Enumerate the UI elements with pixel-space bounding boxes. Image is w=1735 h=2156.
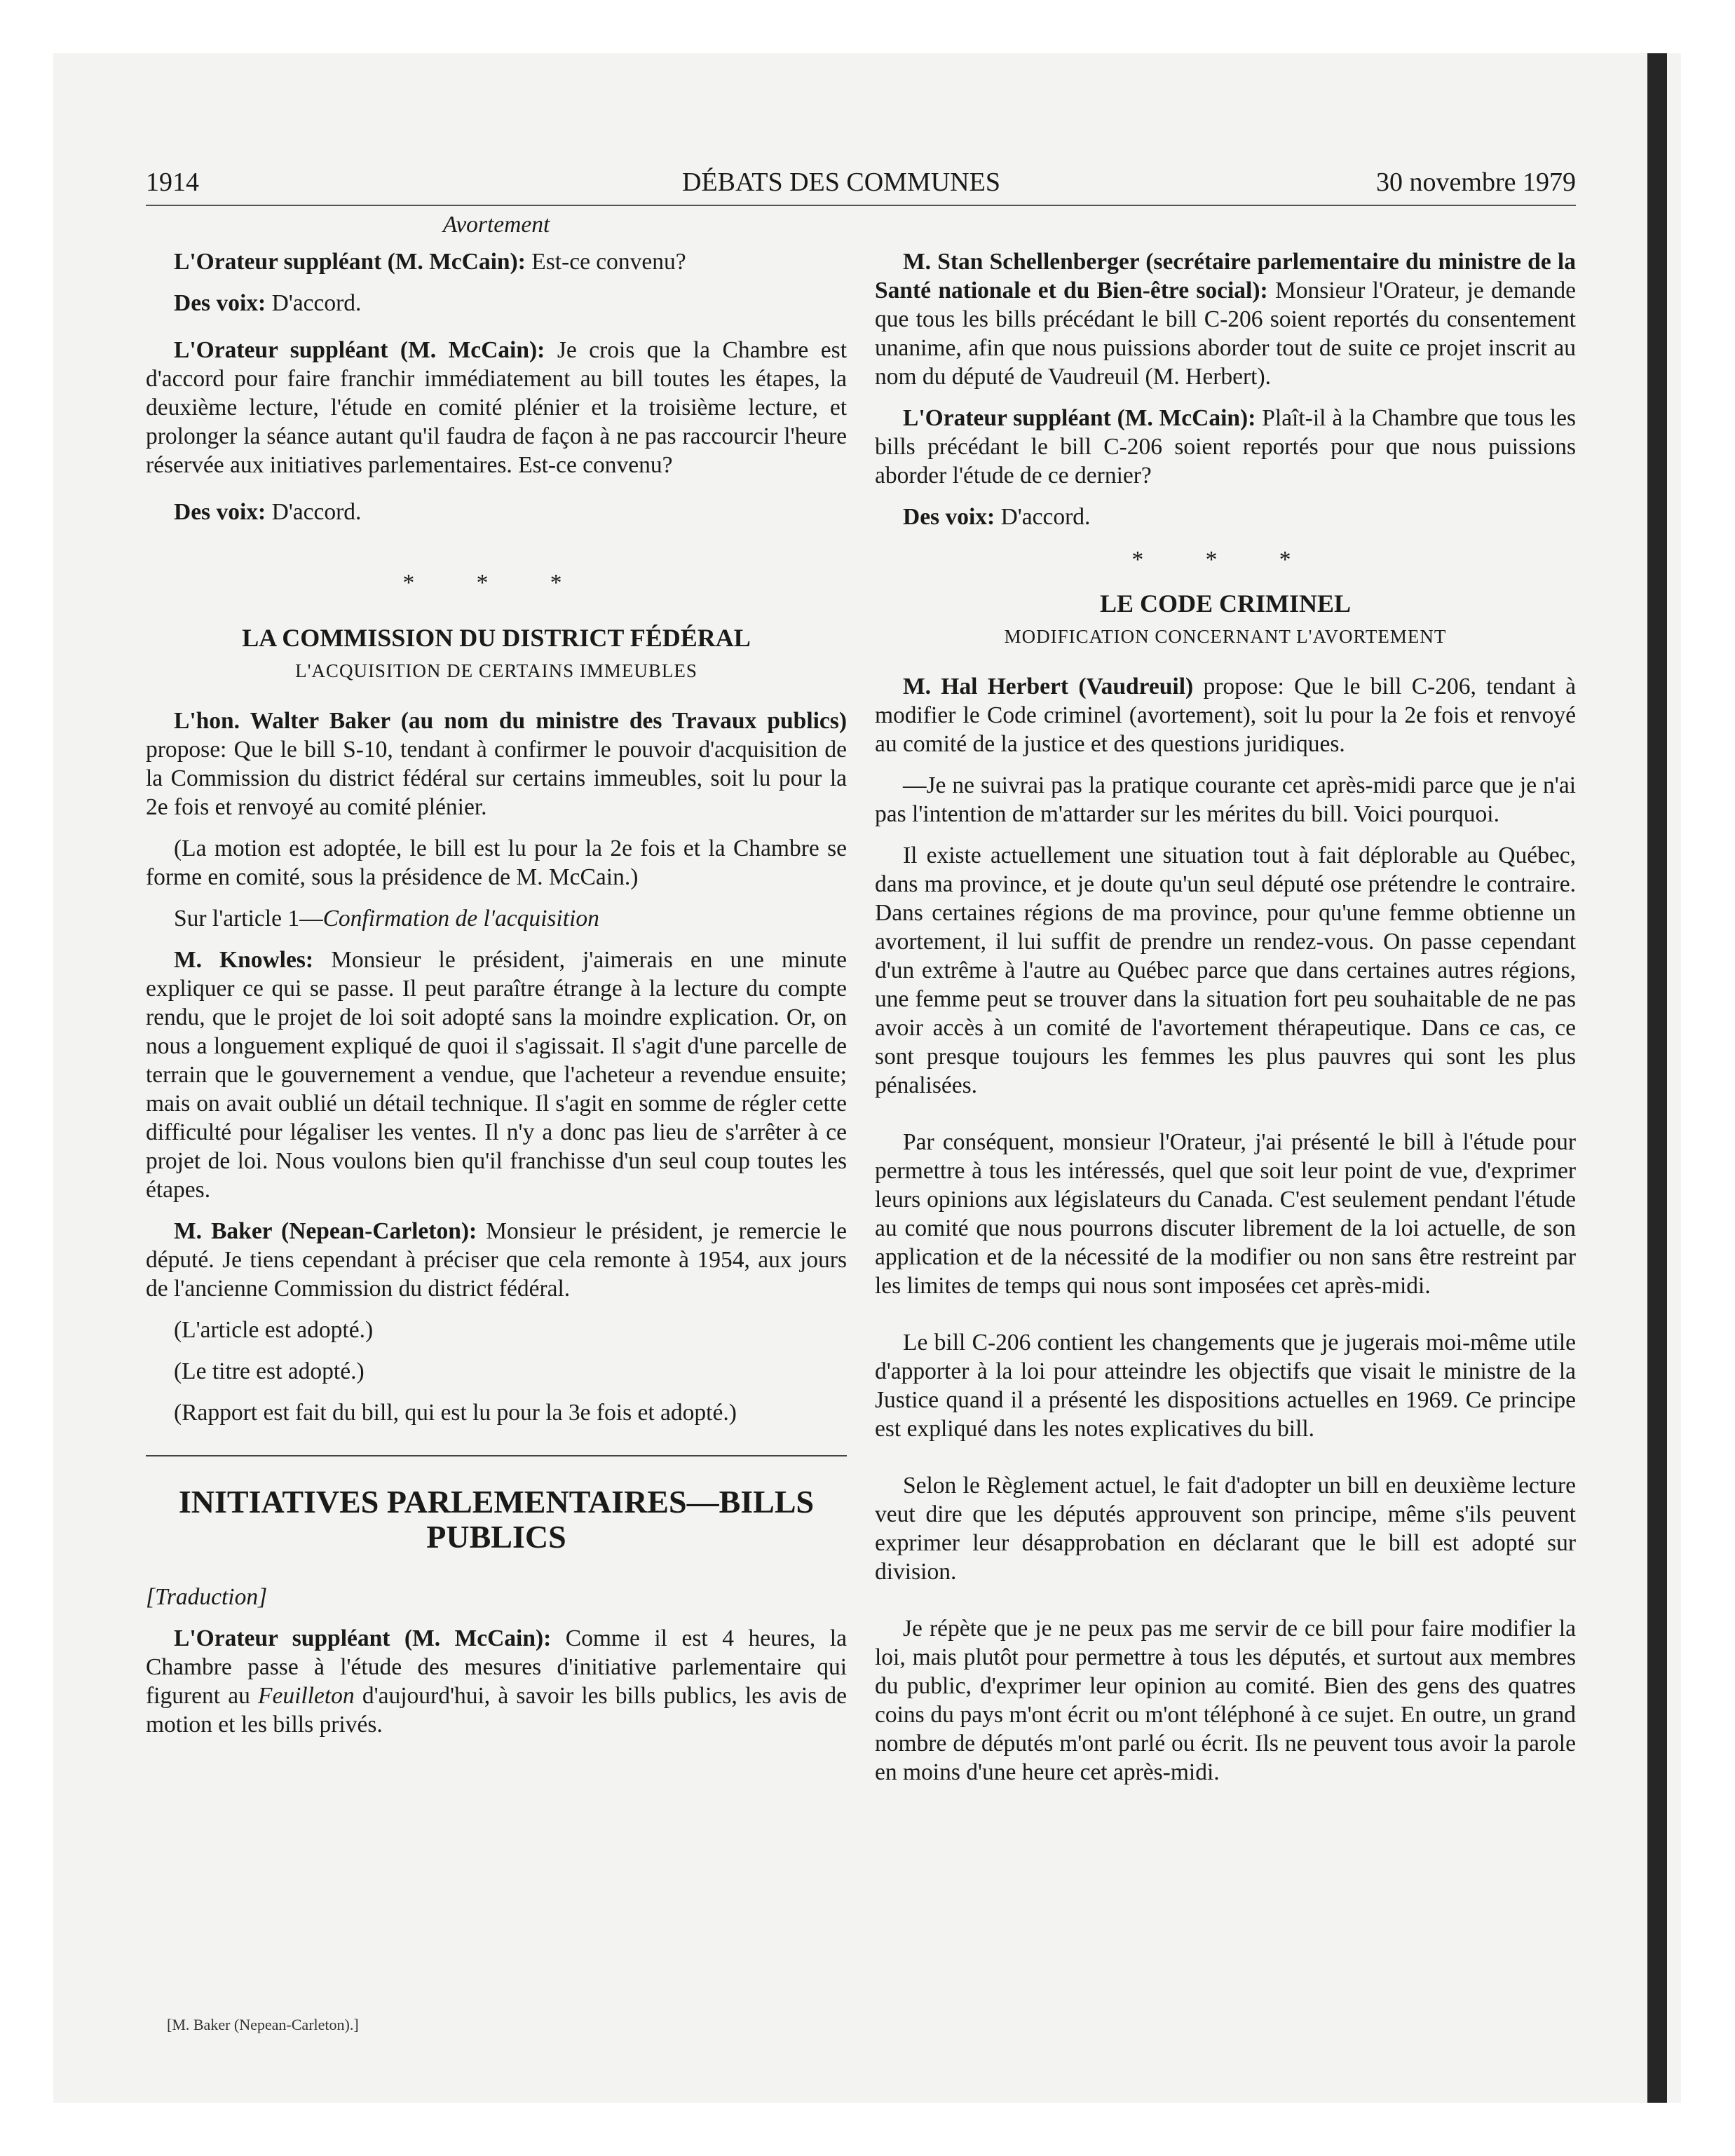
paragraph: (La motion est adoptée, le bill est lu pour la 2e fois et la Chambre se forme en comité, sous la présidence de M. McCain.) (146, 835, 847, 890)
header-date: 30 novembre 1979 (1376, 168, 1576, 197)
paragraph: M. Hal Herbert (Vaudreuil) propose: Que le bill C-206, tendant à modifier le Code criminel (avortement), soit lu pour la 2e fois et renvoyé au comité de la justice et des questions juridiques. (875, 674, 1576, 757)
paragraph: Des voix: D'accord. (174, 499, 362, 525)
paragraph: Le bill C-206 contient les changements que je jugerais moi-même utile d'apporter à la loi pour atteindre les objectifs que visait le ministre de la Justice quand il a présenté les dispositions actuelles en 1969. Ce principe est expliqué dans les notes explicatives du bill. (875, 1330, 1576, 1442)
right-column (875, 210, 1576, 1799)
paragraph: L'Orateur suppléant (M. McCain): Je crois que la Chambre est d'accord pour faire franchir immédiatement au bill toutes les étapes, la deuxième lecture, l'étude en comité plénier et la troisième lecture, et prolonger la séance autant qu'il faudra de façon à ne pas raccourcir l'heure réservée aux initiatives parlementaires. Est-ce convenu? (146, 337, 847, 478)
running-header (146, 165, 1576, 206)
section-subtitle: MODIFICATION CONCERNANT L'AVORTEMENT (1004, 626, 1447, 647)
paragraph: M. Knowles: Monsieur le président, j'aimerais en une minute expliquer ce qui se passe. Il peut paraître étrange à la lecture du compte rendu, que le projet de loi soit adopté sans la moindre explication. Or, on nous a longuement expliqué de quoi il s'agissait. Il s'agit d'une parcelle de terrain que le gouvernement a vendue, que l'acheteur a revendue ensuite; mais on avait oublié un détail technique. Il s'agit en somme de régler cette difficulté pour légaliser les ventes. Il n'y a donc pas lieu de s'arrêter à ce projet de loi. Nous voulons bien qu'il franchisse d'un seul coup toutes les étapes. (146, 947, 847, 1203)
paragraph: L'hon. Walter Baker (au nom du ministre des Travaux publics) propose: Que le bill S-10, tendant à confirmer le pouvoir d'acquisition de la Commission du district fédéral sur certains immeubles, soit lu pour la 2e fois et renvoyé au comité plénier. (146, 708, 847, 820)
section-title: LE CODE CRIMINEL (1099, 589, 1352, 618)
paragraph: Je répète que je ne peux pas me servir de ce bill pour faire modifier la loi, mais plutôt pour permettre à tous les députés, et surtout aux membres du public, d'exprimer leur opinion au comité. Bien des gens des quatres coins du pays m'ont écrit ou m'ont téléphoné à ce sujet. En outre, un grand nombre de députés m'ont parlé ou écrit. Ils ne peuvent tous avoir la parole en moins d'une heure cet après-midi. (875, 1616, 1576, 1785)
section-title: LA COMMISSION DU DISTRICT FÉDÉRAL (242, 624, 751, 652)
page-edge-shadow (1647, 53, 1667, 2103)
paragraph: Selon le Règlement actuel, le fait d'adopter un bill en deuxième lecture veut dire que les députés approuvent son principe, même s'ils peuvent exprimer leur désapprobation en déclarant que le bill est adopté sur division. (875, 1473, 1576, 1585)
paragraph: Il existe actuellement une situation tout à fait déplorable au Québec, dans ma province, et je doute qu'un seul député ose prétendre le contraire. Dans certaines régions de ma province, pour qu'une femme obtienne un avortement, il lui suffit de prendre un rendez-vous. On passe cependant d'un extrême à l'autre au Québec parce que dans certaines autres régions, une femme peut se trouver dans la situation fort peu souhaitable de ne pas avoir accès à un comité de l'avortement thérapeutique. Dans ce cas, ce sont presque toujours les femmes les plus pauvres qui sont les plus pénalisées. (875, 842, 1576, 1098)
paragraph: Par conséquent, monsieur l'Orateur, j'ai présenté le bill à l'étude pour permettre à tous les intéressés, quel que soit leur point de vue, d'exprimer leurs opinions aux législateurs du Canada. C'est seulement pendant l'étude au comité que nous pourrons discuter librement de la loi actuelle, de son application et de la nécessité de la modifier ou non sans être restreint par les limites de temps qui nous sont imposées cet après-midi. (875, 1129, 1576, 1299)
paragraph: —Je ne suivrai pas la pratique courante cet après-midi parce que je n'ai pas l'intention de m'attarder sur les mérites du bill. Voici pourquoi. (875, 772, 1576, 827)
paragraph: Des voix: D'accord. (903, 504, 1091, 530)
paragraph: L'Orateur suppléant (M. McCain): Est-ce convenu? (174, 249, 686, 275)
left-column (146, 210, 847, 1752)
paragraph: Des voix: D'accord. (174, 290, 362, 316)
page-number: 1914 (146, 168, 199, 197)
paragraph: (Le titre est adopté.) (174, 1358, 365, 1384)
paragraph: L'Orateur suppléant (M. McCain): Plaît-il à la Chambre que tous les bills précédant le bill C-206 soient reportés pour que nous puissions aborder l'étude de ce dernier? (875, 405, 1576, 489)
section-label: Avortement (442, 212, 550, 238)
speaker: L'Orateur suppléant (M. McCain): (174, 1625, 552, 1651)
paragraph: Sur l'article 1—Confirmation de l'acquisition (174, 906, 599, 932)
paragraph: (Rapport est fait du bill, qui est lu pour la 3e fois et adopté.) (174, 1400, 737, 1426)
speaker: L'Orateur suppléant (M. McCain): (174, 249, 526, 275)
paragraph: M. Baker (Nepean-Carleton): Monsieur le président, je remercie le député. Je tiens cependant à préciser que cela remonte à 1954, aux jours de l'ancienne Commission du district fédéral. (146, 1218, 847, 1302)
translation-note: [Traduction] (146, 1584, 268, 1610)
speaker: L'Orateur suppléant (M. McCain): (174, 337, 545, 363)
paragraph: (L'article est adopté.) (174, 1317, 374, 1343)
footer-note: [M. Baker (Nepean-Carleton).] (167, 2016, 359, 2033)
speaker: M. Hal Herbert (Vaudreuil) (903, 674, 1194, 700)
speaker: M. Baker (Nepean-Carleton): (174, 1218, 477, 1244)
section-subtitle: L'ACQUISITION DE CERTAINS IMMEUBLES (295, 660, 698, 681)
speaker: Des voix: (903, 504, 995, 530)
major-heading: INITIATIVES PARLEMENTAIRES—BILLS PUBLICS (178, 1484, 815, 1555)
speaker: M. Knowles: (174, 947, 314, 973)
speaker: Des voix: (174, 499, 266, 525)
speaker: Des voix: (174, 290, 266, 316)
speaker: L'Orateur suppléant (M. McCain): (903, 405, 1256, 431)
publication-title: DÉBATS DES COMMUNES (682, 168, 1000, 197)
section-separator: * * * (1131, 547, 1319, 573)
section-separator: * * * (402, 570, 590, 596)
paragraph: L'Orateur suppléant (M. McCain): Comme il est 4 heures, la Chambre passe à l'étude des mesures d'initiative parlementaire qui figurent au Feuilleton d'aujourd'hui, à savoir les bills publics, les avis de motion et les bills privés. (146, 1625, 848, 1738)
paragraph: M. Stan Schellenberger (secrétaire parlementaire du ministre de la Santé nationale et du Bien-être social): Monsieur l'Orateur, je demande que tous les bills précédant le bill C-206 soient reportés du consentement unanime, afin que nous puissions aborder tout de suite ce projet inscrit au nom du député de Vaudreuil (M. Herbert). (875, 249, 1576, 390)
section-rule (146, 1455, 847, 1456)
speaker: M. Stan Schellenberger (secrétaire parlementaire du ministre de la Santé nationale et du Bien-être social): (875, 249, 1576, 303)
speaker: L'hon. Walter Baker (au nom du ministre des Travaux publics) (174, 708, 847, 734)
